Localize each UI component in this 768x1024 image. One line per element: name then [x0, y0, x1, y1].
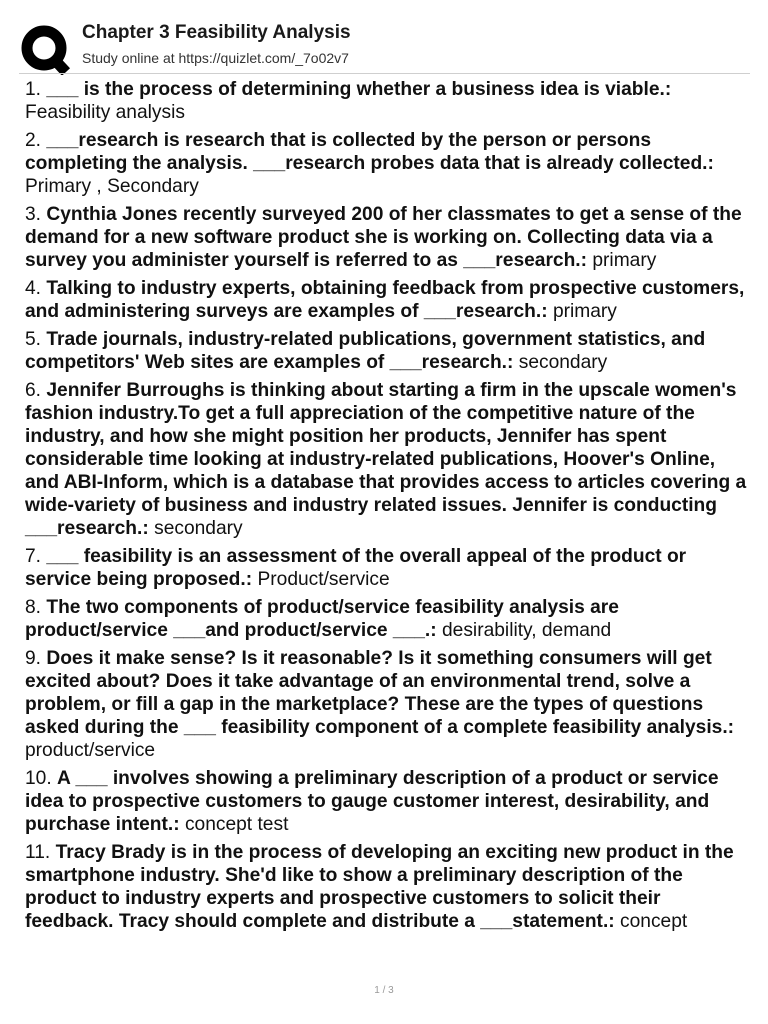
card-definition: concept: [620, 911, 688, 932]
study-link[interactable]: Study online at https://quizlet.com/_7o02v7: [82, 50, 349, 66]
card-term: ___ is the process of determining whether a business idea is viable.:: [46, 79, 672, 100]
card-definition: product/service: [25, 740, 156, 761]
quizlet-logo-icon: [19, 21, 73, 75]
card-definition: concept test: [184, 814, 289, 835]
flashcard-item: 6. Jennifer Burroughs is thinking about starting a firm in the upscale women's fashion industry.To get a full appreciation of the competitive nature of the industry, and how she might position her products, Jennifer has spent considerable time looking at industry-related publications, Hoover's Online, and ABI-Inform, which is a database that provides access to articles covering a wide-variety of business and industry related issues. Jennifer is conducting ___research.: secondary: [25, 380, 747, 539]
card-term: Trade journals, industry-related publications, government statistics, and competitors' Web sites are examples of ___research.:: [25, 329, 706, 373]
card-definition: desirability, demand: [442, 620, 612, 641]
card-definition: Product/service: [257, 569, 390, 590]
flashcard-item: 5. Trade journals, industry-related publications, government statistics, and competitors' Web sites are examples of ___research.: secondary: [25, 329, 706, 373]
flashcard-item: 8. The two components of product/service feasibility analysis are product/service ___and product/service ___.: desirability, demand: [25, 597, 619, 641]
card-term: The two components of product/service feasibility analysis are product/service ___and product/service ___.:: [25, 597, 619, 641]
card-term: Cynthia Jones recently surveyed 200 of her classmates to get a sense of the demand for a new software product she is working on. Collecting data via a survey you administer yourself is referred to as ___research.:: [25, 204, 742, 271]
flashcard-item: 7. ___ feasibility is an assessment of the overall appeal of the product or service being proposed.: Product/service: [25, 546, 687, 590]
card-term: Talking to industry experts, obtaining feedback from prospective customers, and administering surveys are examples of ___research.:: [25, 278, 745, 322]
card-definition: primary: [592, 250, 657, 271]
card-term: ___research is research that is collected by the person or persons completing the analysis. ___research probes data that is already collected.:: [25, 130, 714, 174]
flashcard-item: 3. Cynthia Jones recently surveyed 200 of her classmates to get a sense of the demand for a new software product she is working on. Collecting data via a survey you administer yourself is referred to as ___research.: primary: [25, 204, 742, 271]
flashcard-item: 4. Talking to industry experts, obtaining feedback from prospective customers, and administering surveys are examples of ___research.: primary: [25, 278, 745, 322]
card-definition: secondary: [518, 352, 608, 373]
flashcard-item: 9. Does it make sense? Is it reasonable? Is it something consumers will get excited about? Does it take advantage of an environmental trend, solve a problem, or fill a gap in the marketplace? These are the types of questions asked during the ___ feasibility component of a complete feasibility analysis.: product/service: [25, 648, 735, 761]
flashcard-item: 10. A ___ involves showing a preliminary description of a product or service idea to prospective customers to gauge customer interest, desirability, and purchase intent.: concept test: [25, 768, 719, 835]
header-divider: [19, 73, 750, 74]
card-term: Does it make sense? Is it reasonable? Is it something consumers will get excited about? Does it take advantage of an environmental trend, solve a problem, or fill a gap in the marketplace? These are the types of questions asked during the ___ feasibility component of a complete feasibility analysis.:: [25, 648, 735, 738]
card-term: Tracy Brady is in the process of developing an exciting new product in the smartphone industry. She'd like to show a preliminary description of the product to industry experts and prospective customers to solicit their feedback. Tracy should complete and distribute a ___statement.:: [25, 842, 734, 932]
card-term: A ___ involves showing a preliminary description of a product or service idea to prospective customers to gauge customer interest, desirability, and purchase intent.:: [25, 768, 719, 835]
flashcard-item: 11. Tracy Brady is in the process of developing an exciting new product in the smartphone industry. She'd like to show a preliminary description of the product to industry experts and prospective customers to solicit their feedback. Tracy should complete and distribute a ___statement.: concept: [25, 842, 734, 932]
card-definition: Primary , Secondary: [25, 176, 199, 197]
flashcard-item: 2. ___research is research that is collected by the person or persons completing the analysis. ___research probes data that is already collected.: Primary , Secondary: [25, 130, 714, 197]
card-definition: primary: [552, 301, 617, 322]
flashcard-list: [25, 78, 747, 938]
document-header: [0, 0, 768, 72]
card-definition: Feasibility analysis: [25, 102, 185, 123]
card-term: ___ feasibility is an assessment of the overall appeal of the product or service being proposed.:: [25, 546, 687, 590]
page-number: 1 / 3: [374, 985, 394, 996]
document-title: Chapter 3 Feasibility Analysis: [82, 22, 351, 43]
card-definition: secondary: [154, 518, 243, 539]
card-term: Jennifer Burroughs is thinking about starting a firm in the upscale women's fashion industry.To get a full appreciation of the competitive nature of the industry, and how she might position her products, Jennifer has spent considerable time looking at industry-related publications, Hoover's Online, and ABI-Inform, which is a database that provides access to articles covering a wide-variety of business and industry related issues. Jennifer is conducting ___research.:: [25, 380, 747, 539]
flashcard-item: 1. ___ is the process of determining whether a business idea is viable.: Feasibility analysis: [25, 79, 672, 123]
